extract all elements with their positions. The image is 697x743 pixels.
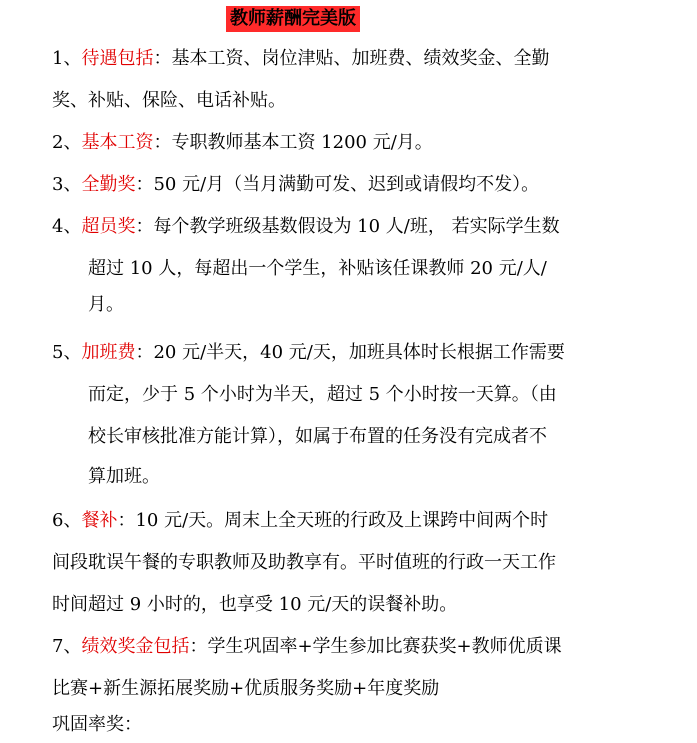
item-7-line-2 [52, 676, 439, 702]
item-2-label: 基本工资 [81, 132, 154, 153]
item-6-number: 6、 [52, 510, 82, 531]
item-7-line-1 [52, 634, 562, 660]
subheading-retention-bonus: 巩固率奖： [52, 714, 142, 735]
item-1-label: 待遇包括 [81, 48, 154, 69]
item-4-text-2: 超过 10 人，每超出一个学生，补贴该任课教师 20 元/人/ [88, 258, 547, 279]
item-4-text-3: 月。 [88, 294, 124, 315]
item-2-line-1 [52, 130, 433, 156]
item-3-label: 全勤奖 [81, 174, 136, 195]
item-4-number: 4、 [52, 216, 82, 237]
item-5-line-1 [52, 340, 565, 366]
item-5-text-1: ：20 元/半天，40 元/天，加班具体时长根据工作需要 [135, 342, 565, 363]
item-3-line-1 [52, 172, 539, 198]
item-5-line-2 [88, 382, 557, 408]
item-6-line-1 [52, 508, 548, 534]
item-6-line-2 [52, 550, 556, 576]
item-5-text-4: 算加班。 [88, 466, 160, 487]
item-1-line-2 [52, 88, 286, 114]
item-1-text-2: 奖、补贴、保险、电话补贴。 [52, 90, 286, 111]
item-5-text-3: 校长审核批准方能计算），如属于布置的任务没有完成者不 [88, 426, 547, 447]
item-6-text-1: ：10 元/天。周末上全天班的行政及上课跨中间两个时 [117, 510, 549, 531]
item-1-line-1 [52, 46, 549, 72]
item-4-line-1 [52, 214, 560, 240]
item-6-label: 餐补 [81, 510, 118, 531]
document-title: 教师薪酬完美版 [226, 6, 360, 32]
item-5-label: 加班费 [81, 342, 136, 363]
item-6-line-3 [52, 592, 457, 618]
item-5-number: 5、 [52, 342, 82, 363]
item-7-text-1: ：学生巩固率+学生参加比赛获奖+教师优质课 [189, 636, 562, 657]
item-5-line-4 [88, 464, 160, 490]
item-7-label: 绩效奖金包括 [81, 636, 190, 657]
item-4-line-2 [88, 256, 547, 282]
item-4-line-3 [88, 292, 124, 318]
item-7-number: 7、 [52, 636, 82, 657]
item-2-number: 2、 [52, 132, 82, 153]
item-4-label: 超员奖 [81, 216, 136, 237]
item-3-number: 3、 [52, 174, 82, 195]
item-5-text-2: 而定，少于 5 个小时为半天，超过 5 个小时按一天算。（由 [88, 384, 557, 405]
item-5-line-3 [88, 424, 547, 450]
item-4-text-1: ：每个教学班级基数假设为 10 人/班， 若实际学生数 [135, 216, 560, 237]
item-3-text-1: ：50 元/月（当月满勤可发、迟到或请假均不发）。 [135, 174, 540, 195]
item-6-text-2: 间段耽误午餐的专职教师及助教享有。平时值班的行政一天工作 [52, 552, 556, 573]
item-6-text-3: 时间超过 9 小时的，也享受 10 元/天的误餐补助。 [52, 594, 458, 615]
item-1-text-1: ：基本工资、岗位津贴、加班费、绩效奖金、全勤 [153, 48, 550, 69]
item-1-number: 1、 [52, 48, 82, 69]
item-2-text-1: ：专职教师基本工资 1200 元/月。 [153, 132, 433, 153]
item-7-text-2: 比赛+新生源拓展奖励+优质服务奖励+年度奖励 [52, 678, 440, 699]
